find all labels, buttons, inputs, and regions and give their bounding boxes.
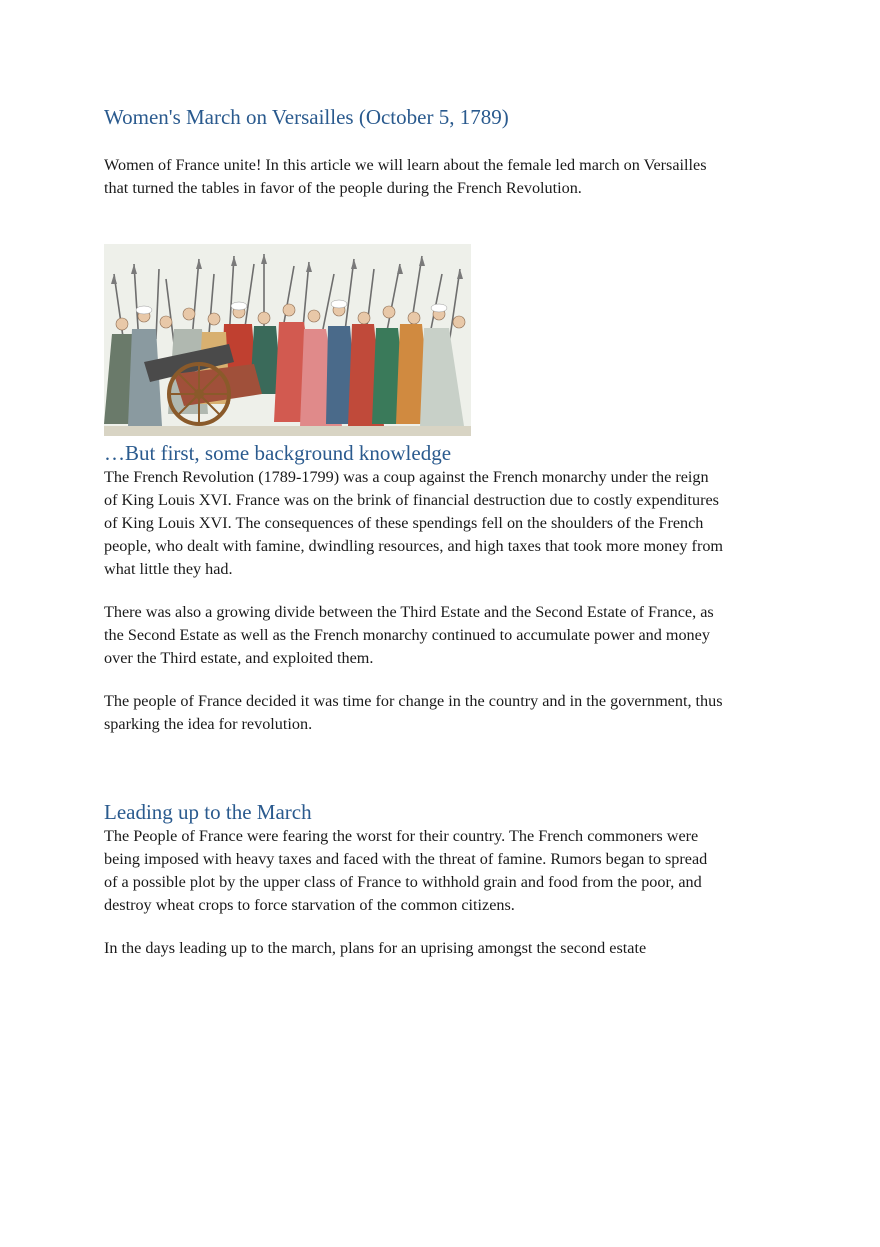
- paragraph: The people of France decided it was time for change in the country and in the government, thus sparking the idea for revolution.: [104, 692, 723, 733]
- paragraph: The French Revolution (1789-1799) was a coup against the French monarchy under the reign of King Louis XVI. France was on the brink of financial destruction due to costly expenditures of King Louis XVI. The consequences of these spendings fell on the shoulders of the French people, who dealt with famine, dwindling resources, and high taxes that took more money from what little they had.: [104, 468, 724, 578]
- paragraph: In the days leading up to the march, plans for an uprising amongst the second estate: [104, 939, 647, 957]
- march-illustration: [104, 244, 471, 436]
- paragraph: There was also a growing divide between the Third Estate and the Second Estate of France, as the Second Estate as well as the French monarchy continued to accumulate power and money over the Third estate, and exploited them.: [104, 603, 714, 667]
- march-illustration-graphic: [104, 244, 471, 436]
- intro-paragraph: Women of France unite! In this article we will learn about the female led march on Versailles that turned the tables in favor of the people during the French Revolution.: [104, 156, 707, 197]
- section-body-leading-up: [104, 825, 724, 980]
- section-heading-background: …But first, some background knowledge: [104, 441, 452, 465]
- page-title: Women's March on Versailles (October 5, 1789): [104, 105, 509, 129]
- paragraph: The People of France were fearing the worst for their country. The French commoners were being imposed with heavy taxes and faced with the threat of famine. Rumors began to spread of a possible plot by the upper class of France to withhold grain and food from the poor, and destroy wheat crops to force starvation of the common citizens.: [104, 827, 708, 914]
- section-body-background: [104, 466, 724, 756]
- section-heading-leading-up: Leading up to the March: [104, 800, 312, 824]
